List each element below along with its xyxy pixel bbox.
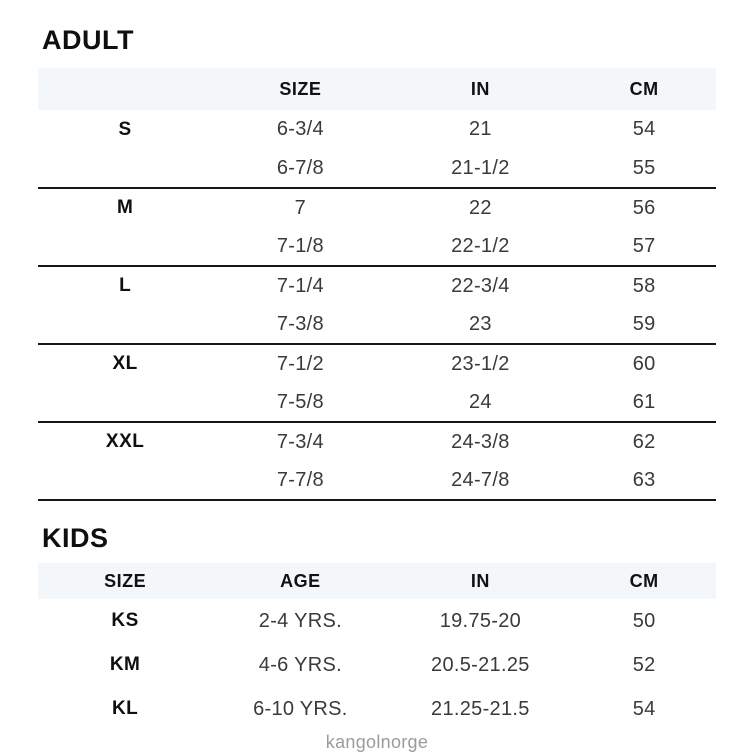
table-row	[38, 422, 716, 461]
age-cell: 6-10 YRS.	[253, 697, 348, 720]
kids-section-title: KIDS	[42, 523, 109, 553]
cm-cell: 59	[572, 305, 716, 344]
in-cell: 22-3/4	[451, 274, 510, 297]
kids-size-label: KM	[109, 654, 141, 675]
size-cell: 7	[294, 196, 307, 219]
table-row	[38, 149, 716, 188]
in-cell: 23-1/2	[451, 352, 510, 375]
size-group-label-empty	[38, 383, 212, 422]
size-cell: 7-1/8	[212, 227, 388, 266]
in-cell: 22	[468, 196, 492, 219]
size-group-label-empty	[38, 149, 212, 188]
cm-cell: 58	[632, 274, 656, 297]
in-cell: 19.75-20	[439, 609, 522, 632]
in-cell: 20.5-21.25	[431, 653, 530, 676]
table-row	[38, 266, 716, 305]
kids-header-row	[38, 563, 716, 599]
table-row	[38, 110, 716, 149]
in-cell: 21-1/2	[389, 149, 573, 188]
adult-header-blank	[38, 68, 212, 110]
in-cell: 24-3/8	[451, 430, 510, 453]
adult-header-size: SIZE	[279, 78, 322, 99]
size-group-label: L	[119, 275, 132, 296]
size-group-label: S	[118, 118, 132, 140]
size-group-label-empty	[38, 461, 212, 500]
cm-cell: 52	[632, 653, 656, 676]
table-row	[38, 687, 716, 731]
adult-header-cm: CM	[629, 78, 659, 99]
kids-size-label: KS	[111, 610, 139, 631]
table-row	[38, 188, 716, 227]
adult-size-table	[38, 68, 716, 501]
cm-cell: 61	[572, 383, 716, 422]
table-row	[38, 599, 716, 643]
kids-header-size: SIZE	[104, 570, 147, 591]
size-group-label: XL	[112, 353, 138, 374]
cm-cell: 56	[632, 196, 656, 219]
cm-cell: 57	[572, 227, 716, 266]
in-cell: 24-7/8	[389, 461, 573, 500]
table-row	[38, 461, 716, 500]
size-cell: 6-3/4	[276, 118, 324, 140]
cm-cell: 55	[572, 149, 716, 188]
size-group-label: XXL	[105, 431, 145, 452]
cm-cell: 54	[632, 697, 656, 720]
size-cell: 6-7/8	[212, 149, 388, 188]
size-group-label-empty	[38, 227, 212, 266]
size-group-label: M	[116, 197, 134, 218]
size-cell: 7-3/8	[212, 305, 388, 344]
cm-cell: 60	[632, 352, 656, 375]
cm-cell: 54	[632, 118, 656, 140]
table-row	[38, 643, 716, 687]
kids-header-age: AGE	[280, 570, 321, 591]
adult-header-in: IN	[470, 78, 490, 99]
cm-cell: 50	[632, 609, 656, 632]
adult-section-title: ADULT	[42, 25, 134, 55]
cm-cell: 63	[572, 461, 716, 500]
size-group-label-empty	[38, 305, 212, 344]
kids-size-label: KL	[111, 698, 139, 719]
age-cell: 4-6 YRS.	[258, 653, 342, 676]
in-cell: 23	[389, 305, 573, 344]
size-cell: 7-1/4	[276, 274, 324, 297]
size-cell: 7-1/2	[276, 352, 324, 375]
table-row	[38, 305, 716, 344]
size-cell: 7-7/8	[212, 461, 388, 500]
in-cell: 24	[389, 383, 573, 422]
kids-header-in: IN	[470, 570, 490, 591]
brand-footer-text: kangolnorge	[325, 732, 429, 752]
in-cell: 21	[468, 118, 492, 140]
age-cell: 2-4 YRS.	[258, 609, 342, 632]
size-cell: 7-5/8	[212, 383, 388, 422]
in-cell: 22-1/2	[389, 227, 573, 266]
size-cell: 7-3/4	[276, 430, 324, 453]
table-row	[38, 344, 716, 383]
adult-header-row	[38, 68, 716, 110]
kids-header-cm: CM	[629, 570, 659, 591]
table-row	[38, 227, 716, 266]
cm-cell: 62	[632, 430, 656, 453]
kids-size-table	[38, 563, 716, 731]
in-cell: 21.25-21.5	[431, 697, 530, 720]
table-row	[38, 383, 716, 422]
